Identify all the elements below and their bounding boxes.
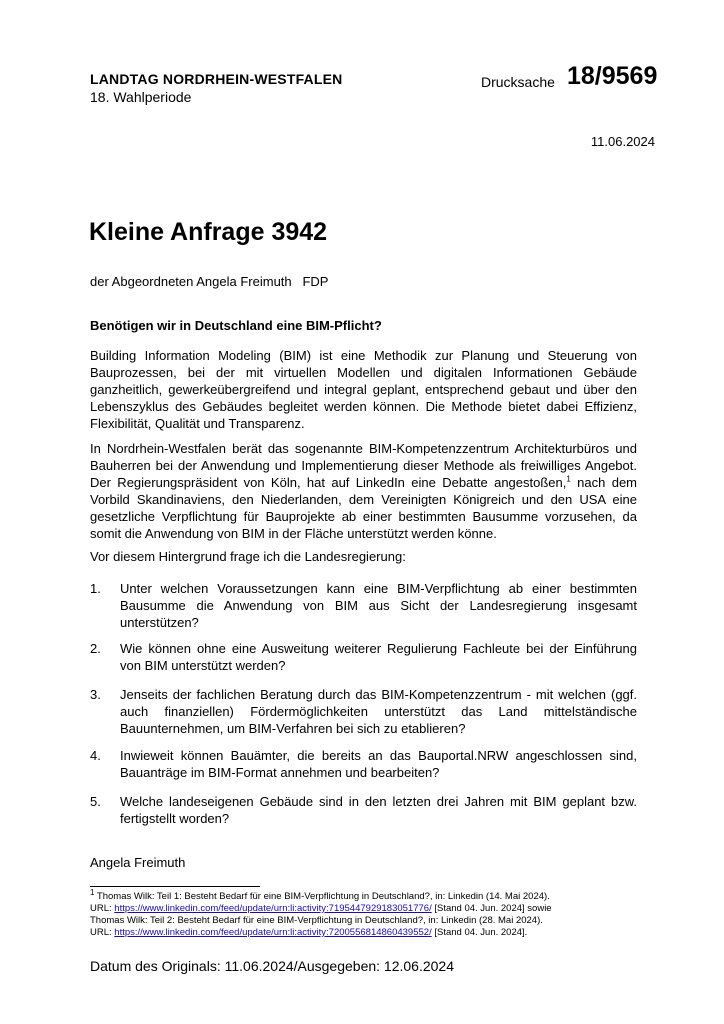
question-text: Welche landeseigenen Gebäude sind in den letzten drei Jahren mit BIM geplant bzw. fertigstellt worden? xyxy=(120,794,637,826)
question-text: Unter welchen Voraussetzungen kann eine BIM-Verpflichtung ab einer bestimmten Bausumme die Anwendung von BIM aus Sicht der Landesregierung insgesamt unterstützen? xyxy=(120,581,637,630)
footnote-url-2-suffix: [Stand 04. Jun. 2024]. xyxy=(431,927,528,938)
question-number: 5. xyxy=(90,794,101,809)
footnote-url-label: URL: xyxy=(90,903,115,914)
question-item xyxy=(90,640,637,674)
issue-date-footer: Datum des Originals: 11.06.2024/Ausgegeben: 12.06.2024 xyxy=(90,958,454,974)
paragraph-question-intro: Vor diesem Hintergrund frage ich die Landesregierung: xyxy=(90,549,406,564)
document-date: 11.06.2024 xyxy=(590,134,655,149)
subject-heading: Benötigen wir in Deutschland eine BIM-Pflicht? xyxy=(90,318,382,333)
paragraph-context-text-b: nach dem Vorbild Skandinaviens, den Niederlanden, dem Vereinigten Königreich und den USA eine gesetzliche Verpflichtung für Bauprojekte ab einer bestimmten Bausumme vorzusehen, da somit die Anwendung von BIM in der Fläche unterstützt werden könne. xyxy=(90,475,638,541)
drucksache-label: Drucksache xyxy=(481,74,555,90)
question-number: 1. xyxy=(90,581,101,596)
footnote-link-2[interactable]: https://www.linkedin.com/feed/update/urn:li:activity:7200556814860439552/ xyxy=(114,927,432,938)
footnote-marker: 1 xyxy=(90,887,95,897)
signature: Angela Freimuth xyxy=(90,855,186,870)
question-item xyxy=(90,747,637,781)
legislative-period: 18. Wahlperiode xyxy=(90,89,192,105)
question-item xyxy=(90,580,637,631)
paragraph-context xyxy=(90,440,637,542)
footnote xyxy=(90,887,650,939)
footnote-divider xyxy=(90,886,260,887)
parliament-name: LANDTAG NORDRHEIN-WESTFALEN xyxy=(90,71,343,87)
question-number: 2. xyxy=(90,641,101,656)
footnote-reference: 1 xyxy=(566,474,571,484)
question-text: Wie können ohne eine Ausweitung weiterer Regulierung Fachleute bei der Einführung von BIM unterstützt werden? xyxy=(120,641,637,673)
paragraph-context-text-a: In Nordrhein-Westfalen berät das sogenannte BIM-Kompetenzzentrum Architekturbüros und Bauherren bei der Anwendung und Implementierung dieser Methode als freiwilliges Angebot. Der Regierungspräsident von Köln, hat auf LinkedIn eine Debatte angestoßen, xyxy=(90,441,637,490)
drucksache-number: 18/9569 xyxy=(567,62,658,90)
footnote-url-label: URL: xyxy=(90,927,115,938)
footnote-line-2 xyxy=(90,903,650,915)
footnote-line-3: Thomas Wilk: Teil 2: Besteht Bedarf für eine BIM-Verpflichtung in Deutschland?, in: Linkedin (28. Mai 2024). xyxy=(90,915,543,926)
question-item xyxy=(90,793,637,827)
footnote-url-1-suffix: [Stand 04. Jun. 2024] sowie xyxy=(431,903,552,914)
footnote-line-1 xyxy=(90,887,650,903)
question-text: Jenseits der fachlichen Beratung durch das BIM-Kompetenzzentrum - mit welchen (ggf. auch finanziellen) Fördermöglichkeiten unterstützt das Land mittelständische Bauunternehmen, um BIM-Verfahren bei sich zu etablieren? xyxy=(120,687,637,736)
question-text: Inwieweit können Bauämter, die bereits an das Bauportal.NRW angeschlossen sind, Bauanträge im BIM-Format annehmen und bearbeiten? xyxy=(120,748,637,780)
page-title: Kleine Anfrage 3942 xyxy=(89,218,328,246)
paragraph-intro: Building Information Modeling (BIM) ist eine Methodik zur Planung und Steuerung von Bauprozessen, bei der mit virtuellen Modellen und digitalen Informationen Gebäude ganzheitlich, gewerkeübergreifend und integral geplant, entsprechend gebaut und über den Lebenszyklus des Gebäudes begleitet werden können. Die Methode bietet dabei Effizienz, Flexibilität, Qualität und Transparenz. xyxy=(90,348,637,431)
footnote-link-1[interactable]: https://www.linkedin.com/feed/update/urn:li:activity:7195447929183051776/ xyxy=(114,903,432,914)
question-number: 4. xyxy=(90,748,101,763)
footnote-line-4 xyxy=(90,927,650,939)
question-number: 3. xyxy=(90,687,101,702)
question-item xyxy=(90,686,637,737)
footnote-source-1: Thomas Wilk: Teil 1: Besteht Bedarf für eine BIM-Verpflichtung in Deutschland?, in: Linkedin (14. Mai 2024). xyxy=(94,891,550,902)
author-line: der Abgeordneten Angela Freimuth FDP xyxy=(90,274,329,289)
